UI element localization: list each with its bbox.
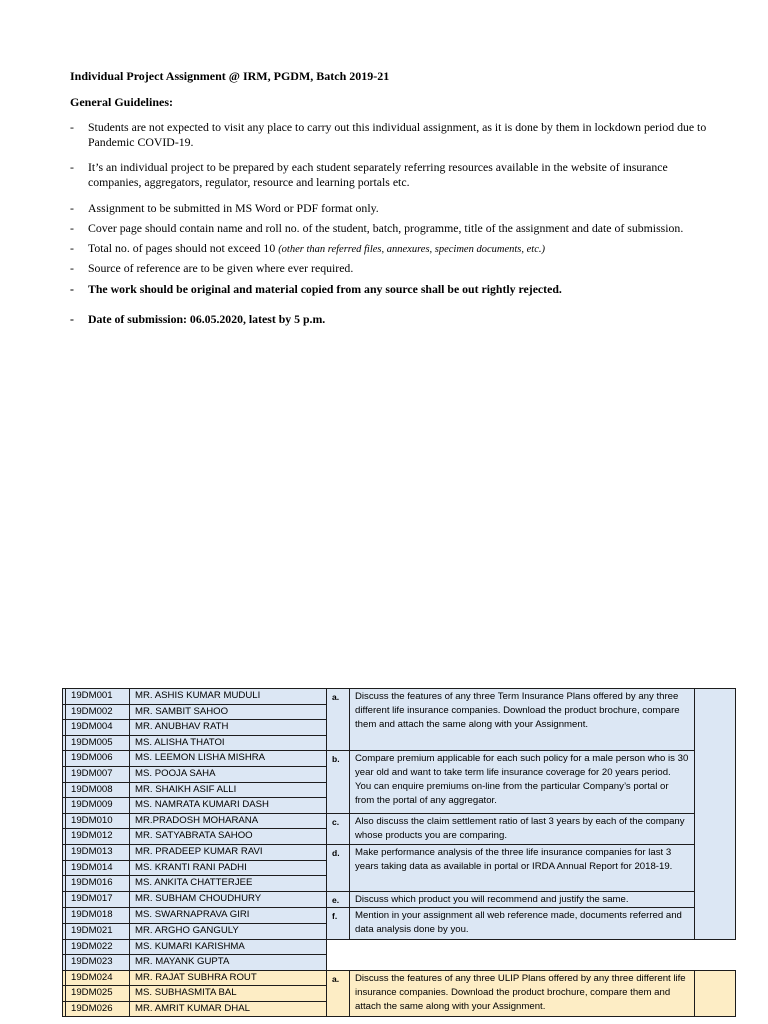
roll-number: 19DM023 (66, 955, 130, 971)
roll-number: 19DM009 (66, 798, 130, 814)
guideline-item: - The work should be original and material copied from any source shall be out rightly rejected. (70, 282, 710, 297)
student-name: MS. SUBHASMITA BAL (130, 986, 327, 1002)
student-name: MR. SUBHAM CHOUDHURY (130, 891, 327, 908)
roll-number: 19DM026 (66, 1001, 130, 1017)
task-label: d. (327, 844, 350, 891)
guideline-item: - It’s an individual project to be prepared by each student separately referring resources available in the website of insurance companies, aggregators, regulator, resource and learning portals etc. (70, 160, 710, 190)
roll-number: 19DM024 (66, 970, 130, 986)
guidelines-heading: General Guidelines: (70, 95, 173, 109)
roll-number: 19DM012 (66, 829, 130, 845)
guideline-item: - Students are not expected to visit any place to carry out this individual assignment, as it is done by them in lockdown period due to Pandemic COVID-19. (70, 120, 710, 150)
guideline-text: Assignment to be submitted in MS Word or PDF format only. (88, 201, 379, 215)
guideline-text: Cover page should contain name and roll no. of the student, batch, programme, title of the assignment and date of submission. (88, 221, 684, 235)
task-label: e. (327, 891, 350, 908)
roll-number: 19DM002 (66, 704, 130, 720)
roll-number: 19DM010 (66, 813, 130, 829)
table-row (63, 751, 736, 767)
guideline-item: - Assignment to be submitted in MS Word or PDF format only. (70, 201, 710, 216)
guideline-text: Source of reference are to be given where ever required. (88, 261, 354, 275)
roll-number: 19DM022 (66, 939, 130, 955)
student-name: MS. ANKITA CHATTERJEE (130, 876, 327, 892)
guideline-text: It’s an individual project to be prepared by each student separately referring resources available in the website of insurance companies, aggregators, regulator, resource and learning portals etc. (88, 160, 668, 189)
task-text: Discuss which product you will recommend and justify the same. (350, 891, 695, 908)
score-cell (695, 689, 736, 940)
roll-number: 19DM001 (66, 689, 130, 705)
table-row (63, 813, 736, 829)
guideline-item: - Total no. of pages should not exceed 10 (other than referred files, annexures, specimen documents, etc.) (70, 241, 545, 255)
task-text: Mention in your assignment all web reference made, documents referred and data analysis done by you. (350, 908, 695, 939)
student-name: MR. SHAIKH ASIF ALLI (130, 782, 327, 798)
roll-number: 19DM013 (66, 844, 130, 860)
guideline-item: - Cover page should contain name and roll no. of the student, batch, programme, title of the assignment and date of submission. (70, 221, 710, 236)
submission-date: Date of submission: 06.05.2020, latest by 5 p.m. (88, 312, 326, 326)
guideline-note: (other than referred files, annexures, specimen documents, etc.) (278, 244, 545, 255)
roll-number: 19DM025 (66, 986, 130, 1002)
student-name: MR.PRADOSH MOHARANA (130, 813, 327, 829)
student-name: MR. ASHIS KUMAR MUDULI (130, 689, 327, 705)
task-text: Also discuss the claim settlement ratio of last 3 years by each of the company whose products you are comparing. (350, 813, 695, 844)
student-name: MR. MAYANK GUPTA (130, 955, 327, 971)
table-row (63, 908, 736, 924)
table-row (63, 689, 736, 705)
task-text: Compare premium applicable for each such policy for a male person who is 30 year old and want to take term life insurance coverage for 20 years period. You can enquire premiums on-line from the particular Company’s portal or from the portal of any aggregator. (350, 751, 695, 813)
task-label: b. (327, 751, 350, 813)
roll-number: 19DM018 (66, 908, 130, 924)
roll-number: 19DM021 (66, 923, 130, 939)
roll-number: 19DM014 (66, 860, 130, 876)
student-name: MR. AMRIT KUMAR DHAL (130, 1001, 327, 1017)
student-name: MR. SAMBIT SAHOO (130, 704, 327, 720)
student-name: MS. ALISHA THATOI (130, 735, 327, 751)
task-label: f. (327, 908, 350, 939)
student-name: MR. SATYABRATA SAHOO (130, 829, 327, 845)
student-name: MS. LEEMON LISHA MISHRA (130, 751, 327, 767)
student-name: MS. KUMARI KARISHMA (130, 939, 327, 955)
task-text: Make performance analysis of the three life insurance companies for last 3 years taking data as available in portal or IRDA Annual Report for 2018-19. (350, 844, 695, 891)
document-title: Individual Project Assignment @ IRM, PGDM, Batch 2019-21 (70, 69, 390, 83)
guideline-text: The work should be original and material copied from any source shall be out rightly rejected. (88, 282, 562, 296)
table-row (63, 844, 736, 860)
task-text: Discuss the features of any three ULIP Plans offered by any three different life insurance companies. Download the product brochure, compare them and attach the same along with your Assignment. (350, 970, 695, 1017)
task-text: Discuss the features of any three Term Insurance Plans offered by any three different life insurance companies. Download the product brochure, compare them and attach the same along with your Assignment. (350, 689, 695, 751)
student-name: MR. ARGHO GANGULY (130, 923, 327, 939)
student-name: MS. KRANTI RANI PADHI (130, 860, 327, 876)
roll-number: 19DM004 (66, 720, 130, 736)
table-row (63, 939, 736, 955)
score-cell (695, 970, 736, 1017)
student-name: MR. ANUBHAV RATH (130, 720, 327, 736)
roll-number: 19DM008 (66, 782, 130, 798)
assignment-grid (62, 688, 736, 1017)
table-row (63, 970, 736, 986)
roll-number: 19DM007 (66, 766, 130, 782)
table-row (63, 891, 736, 908)
roll-number: 19DM017 (66, 891, 130, 908)
student-name: MS. POOJA SAHA (130, 766, 327, 782)
guideline-item: - Date of submission: 06.05.2020, latest by 5 p.m. (70, 312, 710, 327)
assignment-table (62, 688, 744, 1017)
guideline-text: Total no. of pages should not exceed 10 (88, 241, 279, 255)
roll-number: 19DM016 (66, 876, 130, 892)
student-name: MR. PRADEEP KUMAR RAVI (130, 844, 327, 860)
student-name: MS. SWARNAPRAVA GIRI (130, 908, 327, 924)
student-name: MR. RAJAT SUBHRA ROUT (130, 970, 327, 986)
roll-number: 19DM005 (66, 735, 130, 751)
roll-number: 19DM006 (66, 751, 130, 767)
task-label: a. (327, 970, 350, 1017)
guideline-text: Students are not expected to visit any place to carry out this individual assignment, as it is done by them in lockdown period due to Pandemic COVID-19. (88, 120, 707, 149)
task-label: a. (327, 689, 350, 751)
empty-cell (327, 939, 736, 970)
guideline-item: - Source of reference are to be given where ever required. (70, 261, 710, 276)
student-name: MS. NAMRATA KUMARI DASH (130, 798, 327, 814)
task-label: c. (327, 813, 350, 844)
